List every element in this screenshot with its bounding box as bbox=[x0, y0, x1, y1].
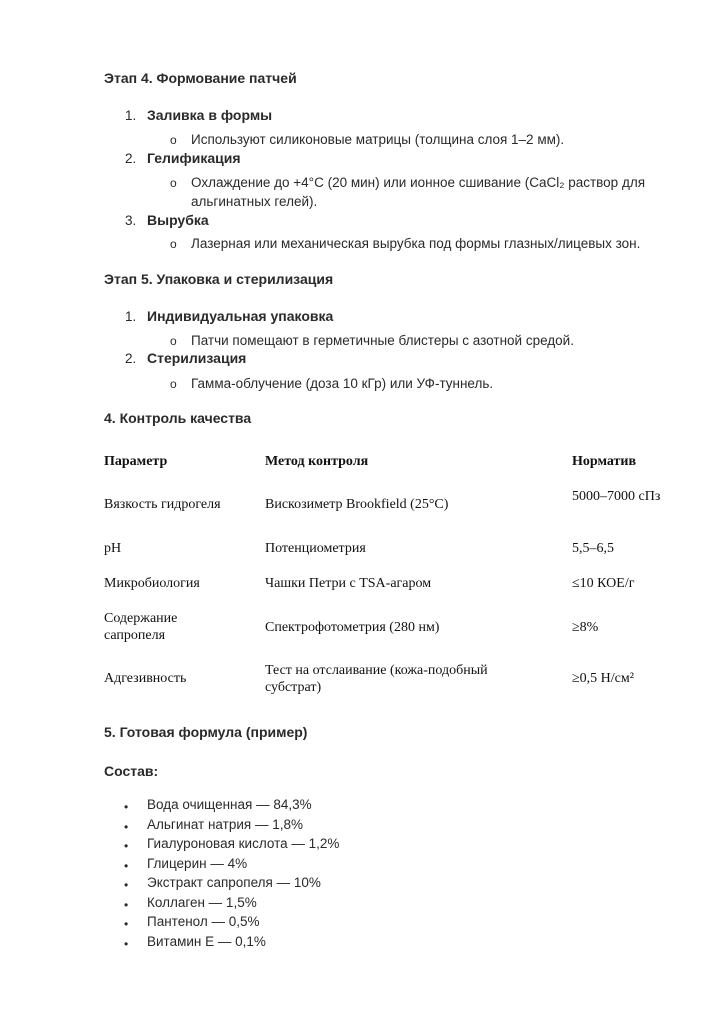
stage4-item-1-number: 1. bbox=[125, 108, 137, 123]
stage5-item-2-number: 2. bbox=[125, 351, 137, 366]
table-cell: Тест на отслаивание (кожа-подобный субстрат) bbox=[265, 663, 488, 695]
circle-bullet-icon: o bbox=[170, 237, 177, 251]
table-header-parameter: Параметр bbox=[104, 454, 168, 469]
table-cell: Чашки Петри с TSA-агаром bbox=[265, 576, 432, 591]
formula-item: Экстракт сапропеля — 10% bbox=[147, 875, 321, 890]
table-header-norm: Норматив bbox=[572, 454, 637, 469]
stage4-item-3-title: Вырубка bbox=[147, 212, 209, 228]
table-cell: ≤10 КОЕ/г bbox=[572, 576, 635, 591]
formula-item: Альгинат натрия — 1,8% bbox=[147, 817, 303, 832]
formula-item: Коллаген — 1,5% bbox=[147, 895, 257, 910]
bullet-icon: • bbox=[124, 898, 129, 912]
table-cell: 5,5–6,5 bbox=[572, 541, 614, 556]
circle-bullet-icon: o bbox=[170, 176, 177, 190]
stage4-item-1-sub: Используют силиконовые матрицы (толщина слоя 1–2 мм). bbox=[191, 132, 565, 147]
bullet-icon: • bbox=[124, 937, 129, 951]
bullet-icon: • bbox=[124, 917, 129, 931]
formula-item: Гиалуроновая кислота — 1,2% bbox=[147, 836, 340, 851]
quality-heading: 4. Контроль качества bbox=[104, 410, 252, 426]
table-cell: ≥0,5 Н/см² bbox=[572, 671, 634, 686]
stage4-item-3-number: 3. bbox=[125, 213, 137, 228]
formula-item: Глицерин — 4% bbox=[147, 856, 248, 871]
stage5-item-1-sub: Патчи помещают в герметичные блистеры с азотной средой. bbox=[191, 333, 574, 348]
table-cell: ≥8% bbox=[572, 620, 599, 635]
stage5-item-1-title: Индивидуальная упаковка bbox=[147, 308, 334, 324]
circle-bullet-icon: o bbox=[170, 377, 177, 391]
table-header-method: Метод контроля bbox=[265, 454, 369, 469]
stage4-item-2-sub: Охлаждение до +4°C (20 мин) или ионное сшивание (CaCl₂ раствор для альгинатных гелей). bbox=[191, 175, 646, 209]
stage4-item-1-title: Заливка в формы bbox=[147, 107, 273, 123]
table-cell: Содержание сапропеля bbox=[104, 611, 178, 643]
circle-bullet-icon: o bbox=[170, 334, 177, 348]
table-cell: Вязкость гидрогеля bbox=[104, 497, 221, 512]
table-cell: 5000–7000 сПз bbox=[572, 489, 661, 504]
stage4-heading: Этап 4. Формование патчей bbox=[104, 70, 297, 86]
table-cell: Микробиология bbox=[104, 576, 200, 591]
stage5-item-2-title: Стерилизация bbox=[147, 350, 247, 366]
bullet-icon: • bbox=[124, 820, 129, 834]
stage4-item-2-number: 2. bbox=[125, 151, 137, 166]
bullet-icon: • bbox=[124, 839, 129, 853]
table-cell: Вискозиметр Brookfield (25°C) bbox=[265, 497, 449, 512]
stage4-item-2-title: Гелификация bbox=[147, 150, 241, 166]
formula-item: Вода очищенная — 84,3% bbox=[147, 797, 312, 812]
stage5-heading: Этап 5. Упаковка и стерилизация bbox=[104, 271, 334, 287]
stage5-item-1-number: 1. bbox=[125, 309, 137, 324]
formula-item: Пантенол — 0,5% bbox=[147, 914, 260, 929]
bullet-icon: • bbox=[124, 800, 129, 814]
stage4-item-3-sub: Лазерная или механическая вырубка под формы глазных/лицевых зон. bbox=[191, 236, 641, 251]
stage5-item-2-sub: Гамма-облучение (доза 10 кГр) или УФ-туннель. bbox=[191, 376, 494, 391]
bullet-icon: • bbox=[124, 878, 129, 892]
circle-bullet-icon: o bbox=[170, 133, 177, 147]
formula-item: Витамин Е — 0,1% bbox=[147, 934, 266, 949]
composition-label: Состав: bbox=[104, 763, 159, 779]
table-cell: pH bbox=[104, 541, 122, 556]
table-cell: Спектрофотометрия (280 нм) bbox=[265, 620, 440, 635]
formula-heading: 5. Готовая формула (пример) bbox=[104, 724, 308, 740]
table-cell: Потенциометрия bbox=[265, 541, 366, 556]
table-cell: Адгезивность bbox=[104, 671, 187, 686]
bullet-icon: • bbox=[124, 859, 129, 873]
